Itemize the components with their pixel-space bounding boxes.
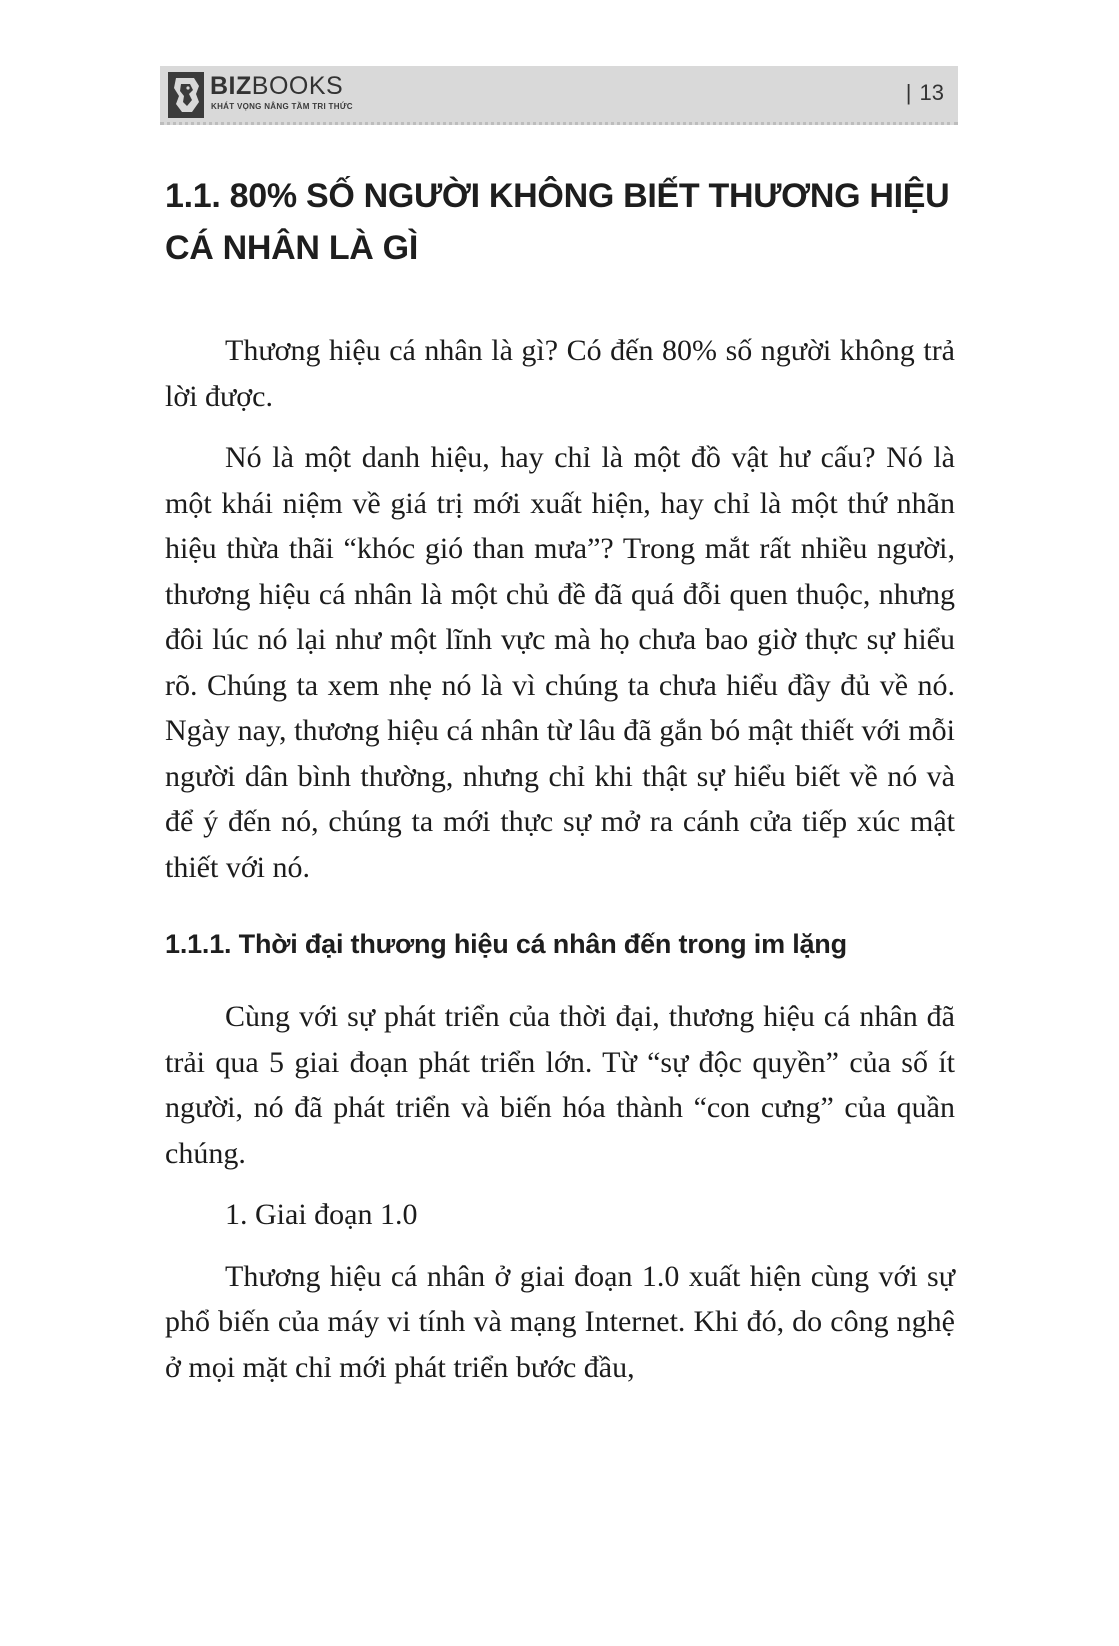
paragraph: Cùng với sự phát triển của thời đại, thương hiệu cá nhân đã trải qua 5 giai đoạn phát triển lớn. Từ “sự độc quyền” của số ít người, nó đã phát triển và biến hóa thành “con cưng” của quần chúng.	[165, 1000, 955, 1170]
subsection-title: 1.1.1. Thời đại thương hiệu cá nhân đến trong im lặng	[165, 929, 847, 959]
brand-tagline: KHÁT VỌNG NÂNG TẦM TRI THỨC	[211, 102, 353, 111]
section-title: 1.1. 80% SỐ NGƯỜI KHÔNG BIẾT THƯƠNG HIỆU CÁ NHÂN LÀ GÌ	[165, 177, 950, 267]
brand-name	[210, 72, 343, 100]
page-number-value: 13	[919, 80, 944, 105]
paragraph: Thương hiệu cá nhân là gì? Có đến 80% số người không trả lời được.	[165, 334, 955, 413]
page-number	[906, 80, 944, 106]
paragraph: Thương hiệu cá nhân ở giai đoạn 1.0 xuất hiện cùng với sự phổ biến của máy vi tính và mạng Internet. Khi đó, do công nghệ ở mọi mặt chỉ mới phát triển bước đầu,	[165, 1259, 955, 1384]
lion-head-icon	[168, 72, 204, 118]
list-item: 1. Giai đoạn 1.0	[225, 1198, 418, 1231]
page-content	[165, 170, 955, 1390]
brand-name-bold: BIZ	[210, 72, 252, 100]
page-number-separator: |	[905, 80, 912, 105]
page-header	[160, 66, 958, 125]
brand-name-light: BOOKS	[251, 72, 344, 100]
paragraph: Nó là một danh hiệu, hay chỉ là một đồ vật hư cấu? Nó là một khái niệm về giá trị mới xuất hiện, hay chỉ là một thứ nhãn hiệu thừa thãi “khóc gió than mưa”? Trong mắt rất nhiều người, thương hiệu cá nhân là một chủ đề đã quá đỗi quen thuộc, nhưng đôi lúc nó lại như một lĩnh vực mà họ chưa bao giờ thực sự hiểu rõ. Chúng ta xem nhẹ nó là vì chúng ta chưa hiểu đầy đủ về nó. Ngày nay, thương hiệu cá nhân từ lâu đã gắn bó mật thiết với mỗi người dân bình thường, nhưng chỉ khi thật sự hiểu biết về nó và để ý đến nó, chúng ta mới thực sự mở ra cánh cửa tiếp xúc mật thiết với nó.	[165, 441, 955, 884]
